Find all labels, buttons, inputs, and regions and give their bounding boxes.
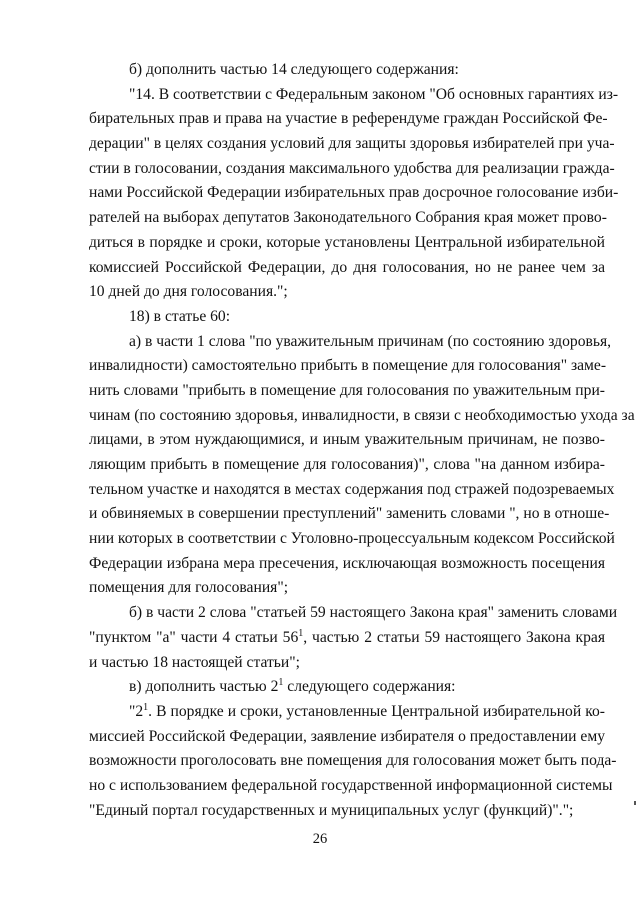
text-line: и частью 18 настоящей статьи";	[89, 653, 300, 671]
text-line: нии которых в соответствии с Уголовно-процессуальным кодексом Российской	[89, 530, 615, 548]
text-line: но с использованием федеральной государственной информационной системы	[89, 776, 613, 794]
text-line	[89, 675, 605, 700]
text-line	[89, 700, 605, 725]
text-segment: следующего содержания:	[283, 678, 456, 696]
text-segment: , частью 2 статьи 59 настоящего Закона края	[303, 628, 605, 646]
text-line: диться в порядке и сроки, которые установлены Центральной избирательной	[89, 233, 605, 251]
text-line: инвалидности) самостоятельно прибыть в помещение для голосования" заме-	[89, 357, 607, 375]
text-line: дерации" в целях создания условий для защиты здоровья избирателей при уча-	[89, 135, 615, 153]
text-line: "14. В соответствии с Федеральным законом "Об основных гарантиях из-	[129, 85, 619, 103]
document-body	[89, 58, 635, 823]
text-line: стии в голосовании, создания максимального удобства для реализации гражда-	[89, 159, 615, 177]
text-line	[89, 626, 605, 651]
text-line: а) в части 1 слова "по уважительным причинам (по состоянию здоровья,	[129, 332, 612, 350]
text-line: нить словами "прибыть в помещение для голосования по уважительным при-	[89, 381, 605, 399]
text-line: 10 дней до дня голосования.";	[89, 283, 288, 301]
text-line: 18) в статье 60:	[129, 307, 231, 325]
text-line: б) в части 2 слова "статьей 59 настоящего Закона края" заменить словами	[129, 604, 618, 622]
text-line: Федерации избрана мера пресечения, исключающая возможность посещения	[89, 554, 605, 572]
text-line: нами Российской Федерации избирательных прав досрочное голосование изби-	[89, 184, 619, 202]
text-segment: . В порядке и сроки, установленные Центральной избирательной ко-	[148, 702, 605, 720]
text-line: "Единый портал государственных и муниципальных услуг (функций)".";	[89, 801, 574, 819]
superscript: 1	[298, 627, 304, 639]
page-number: 26	[312, 831, 328, 847]
text-segment: в) дополнить частью 2	[129, 678, 279, 696]
text-line: возможности проголосовать вне помещения для голосования может быть пода-	[89, 752, 617, 770]
superscript: 1	[143, 701, 149, 713]
text-line: комиссией Российской Федерации, до дня голосования, но не ранее чем за	[89, 258, 605, 276]
text-line: бирательных прав и права на участие в референдуме граждан Российской Фе-	[89, 110, 608, 128]
text-segment: "пунктом "а" части 4 статьи 56	[89, 628, 299, 646]
text-line: и обвиняемых в совершении преступлений" заменить словами ", но в отноше-	[89, 505, 610, 523]
text-line: ляющим прибыть в помещение для голосования)", слова "на данном избира-	[89, 456, 605, 473]
text-line: б) дополнить частью 14 следующего содержания:	[129, 61, 459, 78]
text-line: чинам (по состоянию здоровья, инвалидности, в связи с необходимостью ухода за	[89, 406, 635, 424]
scan-mark	[634, 801, 636, 805]
text-line: помещения для голосования";	[89, 579, 289, 597]
superscript: 1	[278, 677, 284, 689]
text-segment: "2	[129, 702, 144, 720]
text-line: рателей на выборах депутатов Законодательного Собрания края может прово-	[89, 209, 607, 227]
text-line: лицами, в этом нуждающимися, и иным уважительным причинам, не позво-	[89, 431, 605, 449]
text-line: миссией Российской Федерации, заявление избирателя о предоставлении ему	[89, 727, 605, 745]
text-line: тельном участке и находятся в местах содержания под стражей подозреваемых	[89, 480, 615, 498]
